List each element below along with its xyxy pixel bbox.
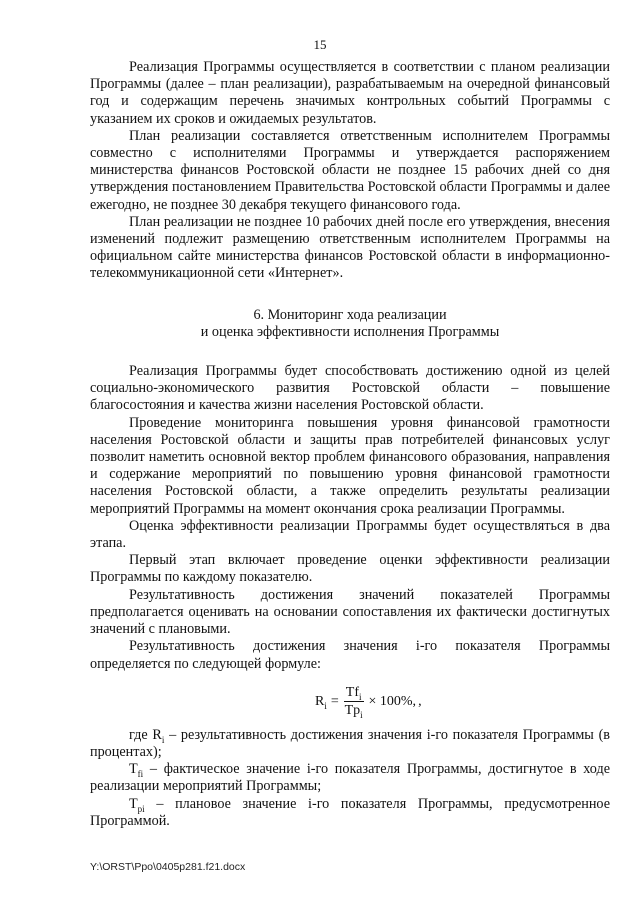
paragraph: План реализации составляется ответственным исполнителем Программы совместно с исполнителями Программы и утверждается распоряжением министерства финансов Ростовской области не позднее 15 рабочих дней со дня утверждения постановлением Правительства Ростовской области Программы и далее ежегодно, не позднее 30 декабря текущего финансового года. [90,127,610,213]
paragraph: План реализации не позднее 10 рабочих дней после его утверждения, внесения изменений подлежит размещению ответственным исполнителем Программы на официальном сайте министерства финансов Ростовской области в информационно-телекоммуникационной сети «Интернет». [90,213,610,282]
formula-denominator: $Tp_i$ [344,702,363,720]
formula-rhs: × 100%, [368,693,417,709]
definition: $T_{pi}$ – плановое значение i-го показателя Программы, предусмотренное Программой. [90,795,610,829]
document-body [90,59,610,830]
formula-block [90,677,610,723]
paragraph: Первый этап включает проведение оценки эффективности реализации Программы по каждому показателю. [90,552,610,586]
paragraph: Результативность достижения значений показателей Программы предполагается оценивать на основании сопоставления их фактически достигнутых значений с плановыми. [90,586,610,638]
formula-trailing: , [418,693,422,709]
paragraph: Результативность достижения значения i-го показателя Программы определяется по следующей формуле: [90,638,610,672]
paragraph: Реализация Программы будет способствовать достижению одной из целей социально-экономического развития Ростовской области – повышение благосостояния и качества жизни населения Ростовской области. [90,363,610,414]
section-heading [90,307,610,341]
formula-fraction [344,685,364,718]
section-heading-line: и оценка эффективности исполнения Программы [200,323,500,340]
paragraph: Реализация Программы осуществляется в соответствии с планом реализации Программы (далее – план реализации), разрабатываемым на очередной финансовый год и содержащим перечень значимых контрольных событий Программы с указанием их сроков и ожидаемых результатов. [90,59,610,127]
formula-numerator: $Tf_i$ [345,684,362,702]
definition: где $R_i$ – результативность достижения значения i-го показателя Программы (в процентах); [90,726,610,760]
file-path-footer: Y:\ORST\Ppo\0405p281.f21.docx [90,861,246,873]
page-number: 15 [313,37,327,52]
section-heading-line: 6. Мониторинг хода реализации [253,306,447,323]
definition: $T_{fi}$ – фактическое значение i-го показателя Программы, достигнутое в ходе реализации мероприятий Программы; [90,761,610,795]
paragraph: Проведение мониторинга повышения уровня финансовой грамотности населения Ростовской области и защиты прав потребителей финансовых услуг позволит наметить основной вектор проблем финансового образования, направления и содержание мероприятий по повышению уровня финансовой грамотности населения Ростовской области, а также определить результаты реализации мероприятий Программы на момент окончания срока реализации Программы. [90,414,610,517]
paragraph: Оценка эффективности реализации Программы будет осуществляться в два этапа. [90,517,610,552]
formula-equals: = [330,693,339,709]
formula-lhs: $R_i$ [315,693,327,711]
formula [315,685,422,718]
